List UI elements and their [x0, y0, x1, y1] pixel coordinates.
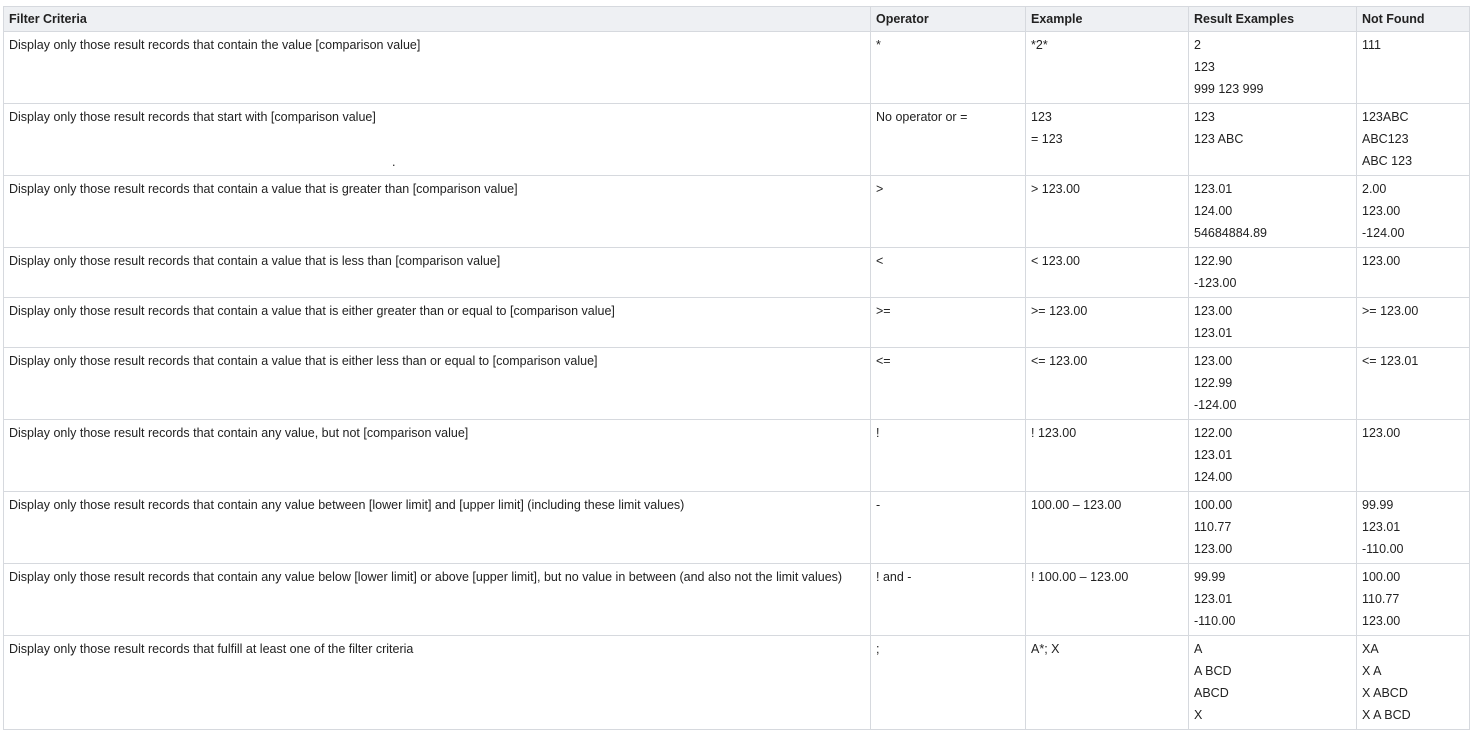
not-found-value: 123.00 [1362, 204, 1401, 218]
result-value: 99.99 [1194, 570, 1226, 584]
result-value: 124.00 [1194, 204, 1233, 218]
table-row [4, 176, 1470, 248]
not-found-value: 99.99 [1362, 498, 1394, 512]
example-cell [1026, 492, 1189, 564]
criteria-cell: Display only those result records that contain a value that is either greater than or equal to [comparison value] [4, 298, 871, 348]
result-examples-cell [1189, 564, 1357, 636]
example-value: < 123.00 [1031, 254, 1081, 268]
result-examples-cell [1189, 492, 1357, 564]
criteria-cell: Display only those result records that contain the value [comparison value] [4, 32, 871, 104]
result-value: 54684884.89 [1194, 226, 1267, 240]
not-found-value: 100.00 [1362, 570, 1401, 584]
table-header-row [4, 7, 1470, 32]
table-row [4, 564, 1470, 636]
filter-operators-table-container [3, 6, 1470, 730]
criteria-cell [4, 104, 871, 176]
criteria-cell: Display only those result records that contain a value that is greater than [comparison value] [4, 176, 871, 248]
example-value: >= 123.00 [1031, 304, 1088, 318]
operator-cell: ! [871, 420, 1026, 492]
result-value: 123.00 [1194, 354, 1233, 368]
example-cell [1026, 298, 1189, 348]
result-examples-cell [1189, 32, 1357, 104]
result-value: 123.00 [1194, 304, 1233, 318]
header-result-examples: Result Examples [1189, 7, 1357, 32]
table-row [4, 298, 1470, 348]
not-found-cell [1357, 248, 1470, 298]
example-cell [1026, 32, 1189, 104]
not-found-value: X A BCD [1362, 708, 1411, 722]
table-row [4, 32, 1470, 104]
result-value: 122.90 [1194, 254, 1233, 268]
table-row [4, 104, 1470, 176]
example-cell [1026, 176, 1189, 248]
header-example: Example [1026, 7, 1189, 32]
result-value: 123.01 [1194, 592, 1233, 606]
not-found-cell [1357, 420, 1470, 492]
result-value: A [1194, 642, 1203, 656]
not-found-cell [1357, 32, 1470, 104]
example-value: 100.00 – 123.00 [1031, 498, 1122, 512]
not-found-cell [1357, 564, 1470, 636]
not-found-value: -124.00 [1362, 226, 1405, 240]
result-value: 999 123 999 [1194, 82, 1264, 96]
not-found-value: 123.00 [1362, 254, 1401, 268]
not-found-value: 123.00 [1362, 614, 1401, 628]
not-found-cell [1357, 176, 1470, 248]
operator-cell: < [871, 248, 1026, 298]
operator-cell: No operator or = [871, 104, 1026, 176]
criteria-cell: Display only those result records that fulfill at least one of the filter criteria [4, 636, 871, 730]
not-found-value: 110.77 [1362, 592, 1400, 606]
not-found-value: XA [1362, 642, 1379, 656]
example-value: A*; X [1031, 642, 1060, 656]
header-filter-criteria: Filter Criteria [4, 7, 871, 32]
table-row [4, 248, 1470, 298]
not-found-cell [1357, 348, 1470, 420]
result-value: X [1194, 708, 1203, 722]
result-value: 122.00 [1194, 426, 1233, 440]
result-examples-cell [1189, 420, 1357, 492]
result-value: 123 ABC [1194, 132, 1244, 146]
result-examples-cell [1189, 298, 1357, 348]
result-examples-cell [1189, 636, 1357, 730]
example-value: = 123 [1031, 132, 1063, 146]
not-found-value: >= 123.00 [1362, 304, 1419, 318]
not-found-value: 2.00 [1362, 182, 1387, 196]
criteria-cell: Display only those result records that contain any value below [lower limit] or above [upper limit], but no value in between (and also not the limit values) [4, 564, 871, 636]
operator-cell: ; [871, 636, 1026, 730]
criteria-cell: Display only those result records that contain any value, but not [comparison value] [4, 420, 871, 492]
not-found-value: <= 123.01 [1362, 354, 1419, 368]
result-value: -124.00 [1194, 398, 1237, 412]
operator-cell: * [871, 32, 1026, 104]
stray-dot-mark: . [392, 155, 396, 169]
result-examples-cell [1189, 348, 1357, 420]
result-value: 124.00 [1194, 470, 1233, 484]
result-value: -123.00 [1194, 276, 1237, 290]
example-cell [1026, 348, 1189, 420]
operator-cell: <= [871, 348, 1026, 420]
operator-cell: >= [871, 298, 1026, 348]
header-not-found: Not Found [1357, 7, 1470, 32]
not-found-cell [1357, 298, 1470, 348]
result-value: 123.01 [1194, 326, 1233, 340]
result-value: 2 [1194, 38, 1201, 52]
result-value: -110.00 [1194, 614, 1236, 628]
example-cell [1026, 564, 1189, 636]
example-value: *2* [1031, 38, 1048, 52]
table-row [4, 420, 1470, 492]
table-row [4, 636, 1470, 730]
result-value: 122.99 [1194, 376, 1233, 390]
table-row [4, 348, 1470, 420]
example-cell [1026, 248, 1189, 298]
result-examples-cell [1189, 248, 1357, 298]
example-value: ! 123.00 [1031, 426, 1077, 440]
result-value: 123.00 [1194, 542, 1233, 556]
result-examples-cell [1189, 176, 1357, 248]
criteria-cell: Display only those result records that contain any value between [lower limit] and [upper limit] (including these limit values) [4, 492, 871, 564]
criteria-cell: Display only those result records that contain a value that is less than [comparison value] [4, 248, 871, 298]
header-operator: Operator [871, 7, 1026, 32]
not-found-cell [1357, 636, 1470, 730]
not-found-value: 123ABC [1362, 110, 1409, 124]
result-value: A BCD [1194, 664, 1232, 678]
not-found-value: 111 [1362, 38, 1382, 52]
not-found-value: -110.00 [1362, 542, 1404, 556]
not-found-cell [1357, 492, 1470, 564]
operator-cell: > [871, 176, 1026, 248]
not-found-value: ABC123 [1362, 132, 1409, 146]
not-found-value: ABC 123 [1362, 154, 1413, 168]
criteria-cell: Display only those result records that contain a value that is either less than or equal to [comparison value] [4, 348, 871, 420]
not-found-value: X A [1362, 664, 1382, 678]
result-value: 123.01 [1194, 448, 1233, 462]
example-value: 123 [1031, 110, 1052, 124]
result-examples-cell [1189, 104, 1357, 176]
operator-cell: - [871, 492, 1026, 564]
result-value: ABCD [1194, 686, 1229, 700]
example-cell [1026, 104, 1189, 176]
result-value: 100.00 [1194, 498, 1233, 512]
result-value: 110.77 [1194, 520, 1232, 534]
not-found-value: 123.00 [1362, 426, 1401, 440]
example-cell [1026, 420, 1189, 492]
result-value: 123 [1194, 60, 1215, 74]
example-value: > 123.00 [1031, 182, 1081, 196]
example-value: <= 123.00 [1031, 354, 1088, 368]
criteria-text: Display only those result records that start with [comparison value] [9, 110, 376, 124]
example-value: ! 100.00 – 123.00 [1031, 570, 1129, 584]
not-found-value: 123.01 [1362, 520, 1401, 534]
example-cell [1026, 636, 1189, 730]
result-value: 123.01 [1194, 182, 1233, 196]
operator-cell: ! and - [871, 564, 1026, 636]
not-found-value: X ABCD [1362, 686, 1408, 700]
not-found-cell [1357, 104, 1470, 176]
result-value: 123 [1194, 110, 1215, 124]
table-row [4, 492, 1470, 564]
filter-operators-table [3, 6, 1470, 730]
